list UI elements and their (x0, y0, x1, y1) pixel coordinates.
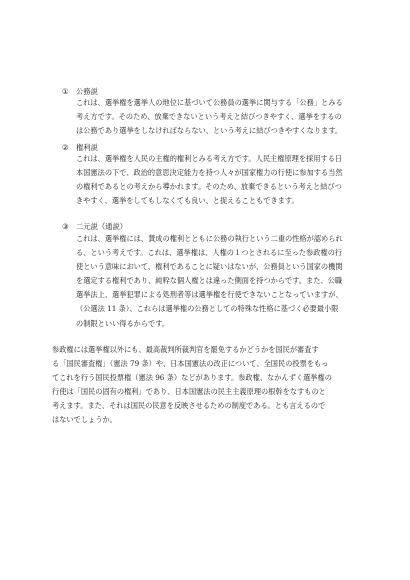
section-title: 二元説（通説） (76, 222, 128, 231)
body-line: これは、選挙権には、賛成の権利とともに公務の執行という二重の性格が認められ (76, 234, 343, 243)
body-line: 参政権には選挙権以外にも、最高裁判所裁判官を罷免するかどうかを国民が審査す (52, 345, 319, 354)
section-heading (62, 222, 127, 231)
section-body (76, 232, 343, 331)
body-line: きやすく、選挙をしてもしなくても良い、と捉えることもできます。 (76, 196, 299, 206)
section-body (76, 96, 343, 138)
body-line: てこれを行う国民投票権（憲法 96 条）などがあります。参政権、なかんずく選挙権の (52, 373, 332, 383)
body-line: 使という意味において、権利であることに疑いはないが、公務員という国家の機関 (76, 262, 343, 272)
body-line: る、という考えです。これは、選挙権は、人権の１つとされるに至った参政権の行 (76, 248, 343, 258)
body-line: 考え方です。そのため、放棄できないという考えと結びつきやすく、選挙をするの (76, 112, 342, 122)
body-line: これは、選挙権を人民の主権的権利とみる考え方です。人民主権原理を採用する日 (76, 154, 343, 163)
closing-paragraph (52, 343, 332, 428)
body-line: はないでしょうか。 (52, 415, 117, 425)
body-line: を選定する権利であり、純粋な個人権とは違った側面を持つからです。また、公職 (76, 276, 343, 286)
section-heading (62, 143, 98, 152)
body-line: これは、選挙権を選挙人の地位に基づいて公務員の選挙に関与する「公務」とみる (76, 98, 343, 107)
section-heading (62, 87, 98, 96)
body-line: 選挙法上、選挙犯罪による処刑者等は選挙権を行使できないことなっていますが、 (76, 290, 343, 300)
body-line: 本国憲法の下で、政治的意思決定能力を持つ人々が国家権力の行使に参加する当然 (76, 168, 343, 178)
body-line: の制限といい得るからです。 (76, 318, 170, 328)
section-title: 権利説 (76, 143, 98, 152)
body-line: （公選法 11 条）、これらは選挙権の公務としての特殊な性格に基づく必要最小限 (76, 304, 339, 314)
body-line: の権利であるとの考えから導かれます。そのため、放棄できるという考えと結びつ (76, 182, 342, 192)
section-number: ② (62, 143, 69, 152)
section-body (76, 152, 343, 208)
body-line: は公務であり選挙をしなければならない、という考えに結びつきやすくなります。 (76, 126, 343, 136)
section-number: ① (62, 87, 69, 96)
section-title: 公務説 (76, 87, 98, 96)
body-line: る「国民審査権」（憲法 79 条）や、日本国憲法の改正について、全国民の投票をもっ (52, 359, 329, 369)
section-number: ③ (62, 222, 69, 231)
body-line: 行使は「国民の固有の権利」であり、日本国憲法の民主主義原理の根幹をなすものと (52, 387, 326, 397)
body-line: 考えます。また、それは国民の民意を反映させるための制度である。とも言えるので (52, 401, 326, 411)
